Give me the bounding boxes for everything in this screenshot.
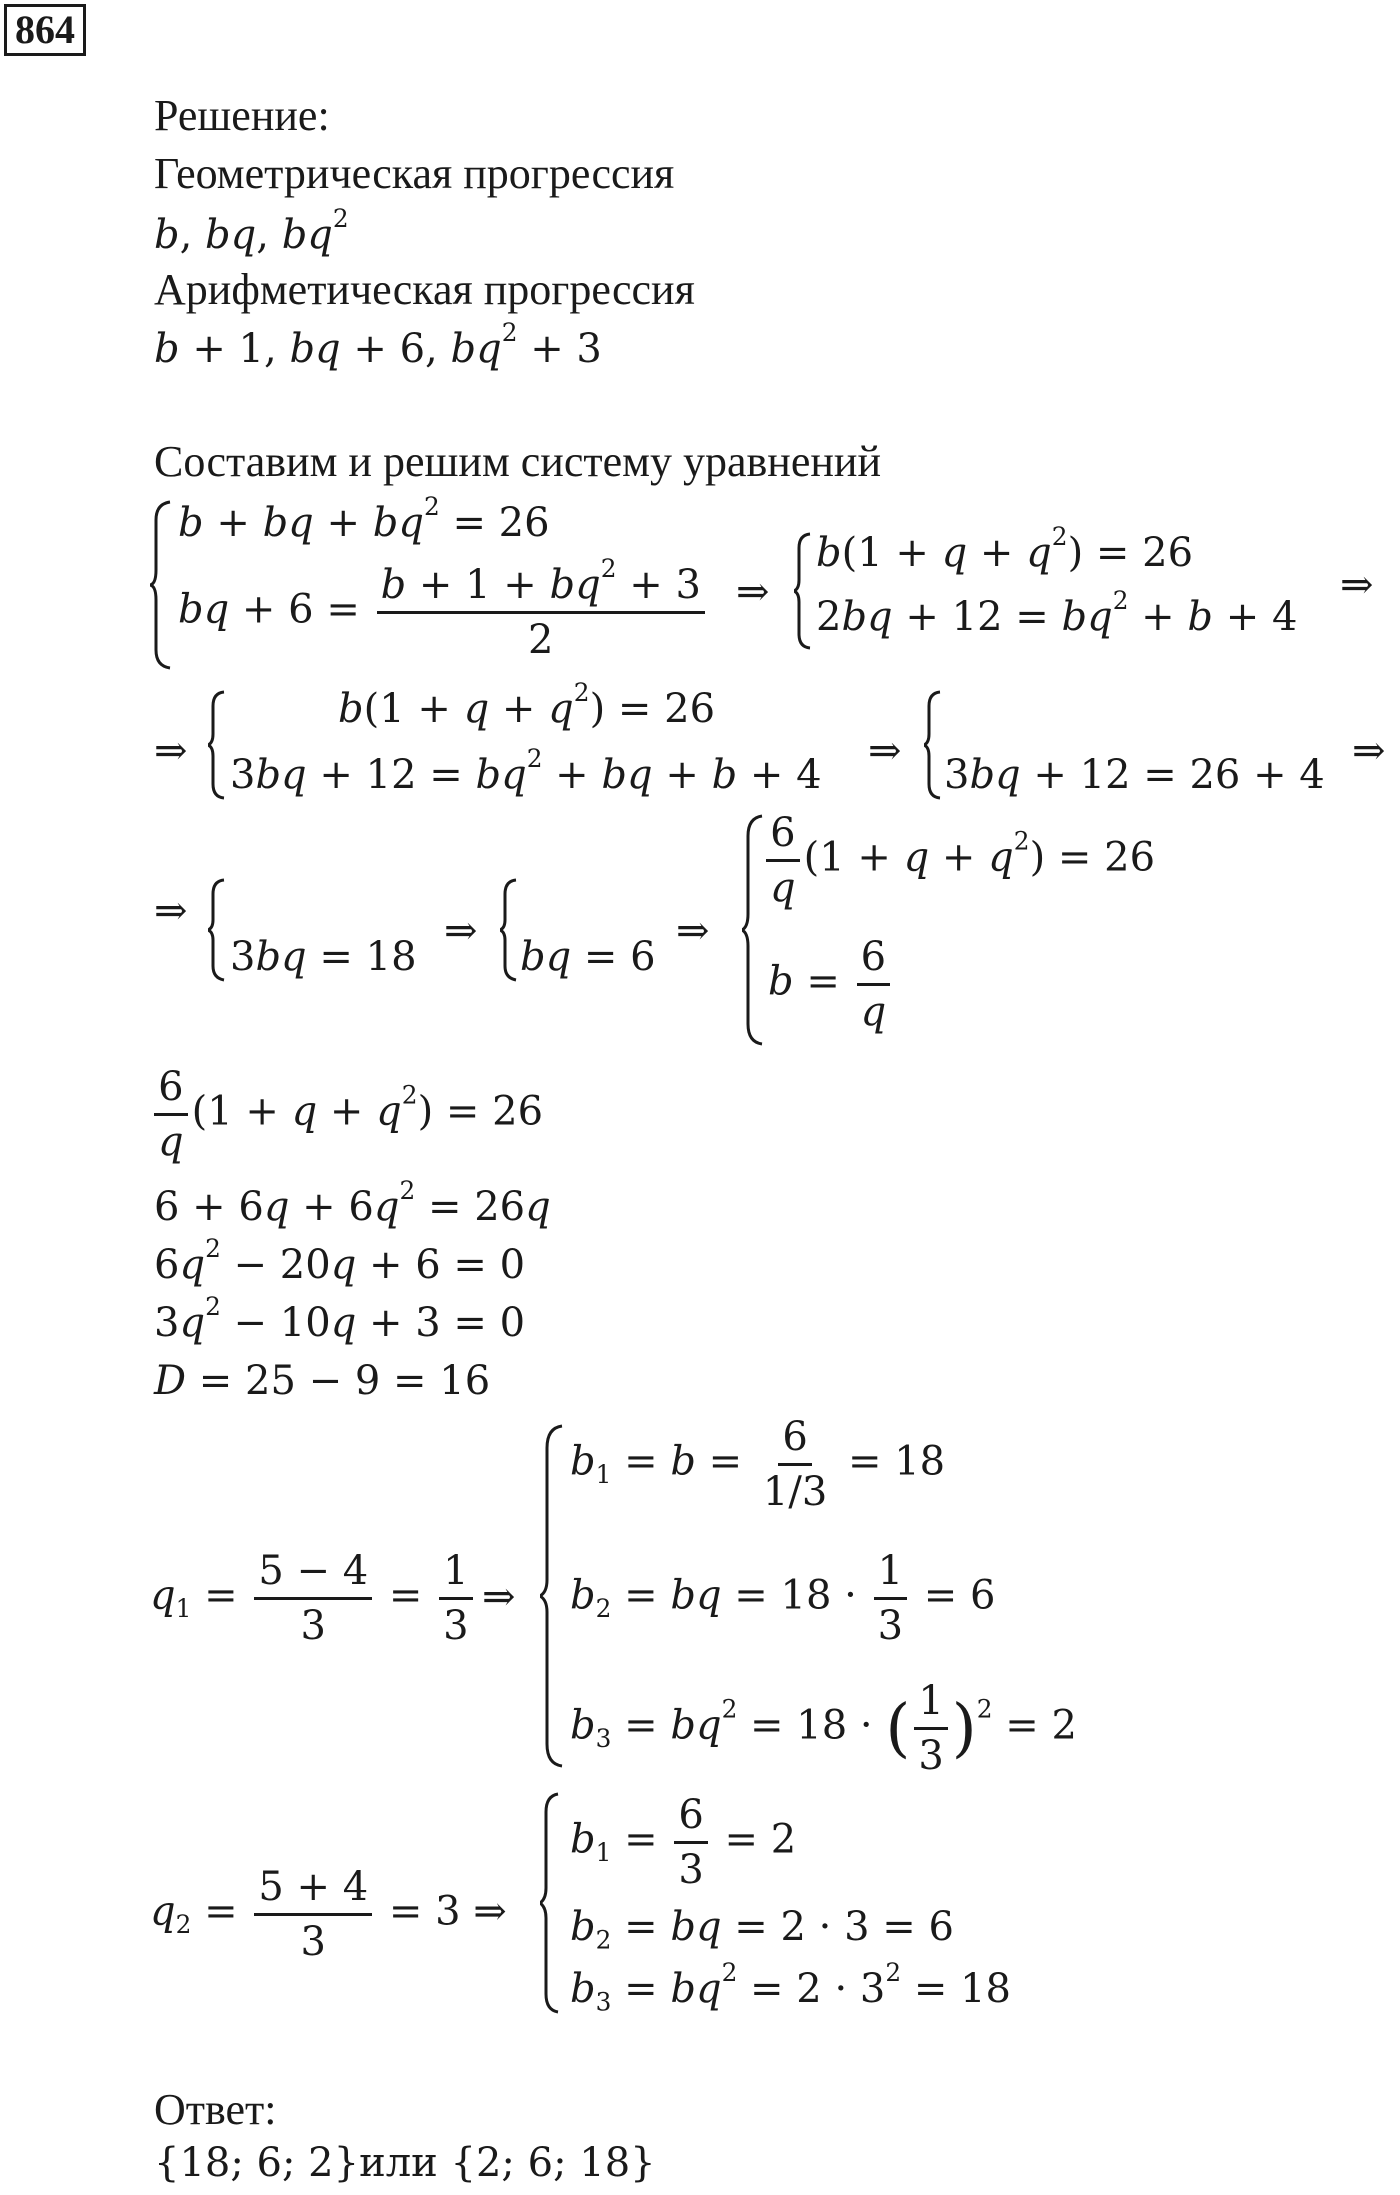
- implies-arrow: ⇒: [444, 908, 478, 954]
- equation: $b_1$ = $\frac{6}{3}$ = 2: [570, 1792, 797, 1893]
- left-brace: [208, 878, 228, 982]
- equation: b + bq + $bq^2 = 26$: [178, 491, 550, 546]
- problem-number: 864: [4, 4, 86, 56]
- left-brace: [150, 500, 174, 670]
- system-intro: Составим и решим систему уравнений: [154, 437, 882, 486]
- discriminant: D = 25 − 9 = 16: [154, 1358, 491, 1404]
- answer-value: {18; 6; 2}или {2; 6; 18}: [154, 2140, 656, 2186]
- left-brace: [208, 690, 228, 800]
- equation: $b_3 = bq^2 = 18$ · ( $\frac{1}{3}$ )$^2$ = 2: [570, 1678, 1077, 1779]
- equation: $6q^2 - 20q + 6 = 0$: [154, 1233, 526, 1288]
- equation: $3bq + 12 = bq^2$ + bq + b + 4: [230, 743, 822, 798]
- geometric-progression-label: Геометрическая прогрессия: [154, 149, 675, 198]
- implies-arrow: ⇒: [1340, 562, 1374, 608]
- implies-arrow: ⇒: [154, 728, 188, 774]
- implies-arrow: ⇒: [482, 1574, 516, 1620]
- implies-arrow: ⇒: [154, 888, 188, 934]
- equation: $6 + 6q + 6q^2 = 26q$: [154, 1175, 551, 1230]
- arithmetic-terms: b + 1, bq + 6, $bq^2 + 3$: [154, 317, 602, 372]
- equation: $\frac{6}{q}$ $(1 + q + q^2) = 26$: [150, 1064, 543, 1165]
- left-brace: [794, 532, 814, 650]
- equation: $\frac{6}{q}$ $(1 + q + q^2) = 26$: [762, 810, 1155, 911]
- arithmetic-progression-label: Арифметическая прогрессия: [154, 265, 695, 314]
- solution-heading: Решение:: [154, 91, 330, 140]
- equation: $b_1 = b$ = $\frac{6}{1/3}$ = 18: [570, 1414, 946, 1515]
- left-brace: [924, 690, 944, 800]
- answer-label: Ответ:: [154, 2085, 277, 2134]
- equation: $b_3 = bq^2 = 2 \cdot 3^2 = 18$: [570, 1957, 1011, 2017]
- equation: 3bq + 12 = 26 + 4: [944, 752, 1325, 798]
- left-brace: [540, 1424, 566, 1768]
- root-q1: $q_1$ = $\frac{5 - 4}{3}$ = $\frac{1}{3}$: [150, 1548, 477, 1649]
- implies-arrow: ⇒: [736, 569, 770, 615]
- implies-arrow: ⇒: [1352, 728, 1386, 774]
- equation: $b_2$ = bq = 2 · 3 = 6: [570, 1904, 954, 1955]
- equation: $2bq + 12 = bq^2 + b + 4$: [816, 585, 1298, 640]
- equation: $b(1 + q + q^2) = 26$: [338, 677, 716, 732]
- equation: 3bq = 18: [230, 934, 417, 980]
- implies-arrow: ⇒: [676, 908, 710, 954]
- root-q2: $q_2$ = $\frac{5 + 4}{3}$ = 3 ⇒: [150, 1864, 507, 1965]
- equation: bq = 6: [520, 934, 656, 980]
- equation: $b_2$ = bq = 18 · $\frac{1}{3}$ = 6: [570, 1548, 996, 1649]
- equation: bq + 6 = $\frac{b + 1 + bq^2 + 3}{2}$: [178, 562, 709, 663]
- left-brace: [540, 1792, 562, 2014]
- equation: b = $\frac{6}{q}$: [768, 934, 894, 1035]
- equation: $b(1 + q + q^2) = 26$: [816, 521, 1194, 576]
- equation: $3q^2 - 10q + 3 = 0$: [154, 1291, 526, 1346]
- implies-arrow: ⇒: [868, 728, 902, 774]
- left-brace: [500, 878, 520, 982]
- geometric-terms: b, bq, $bq^2$: [154, 203, 349, 258]
